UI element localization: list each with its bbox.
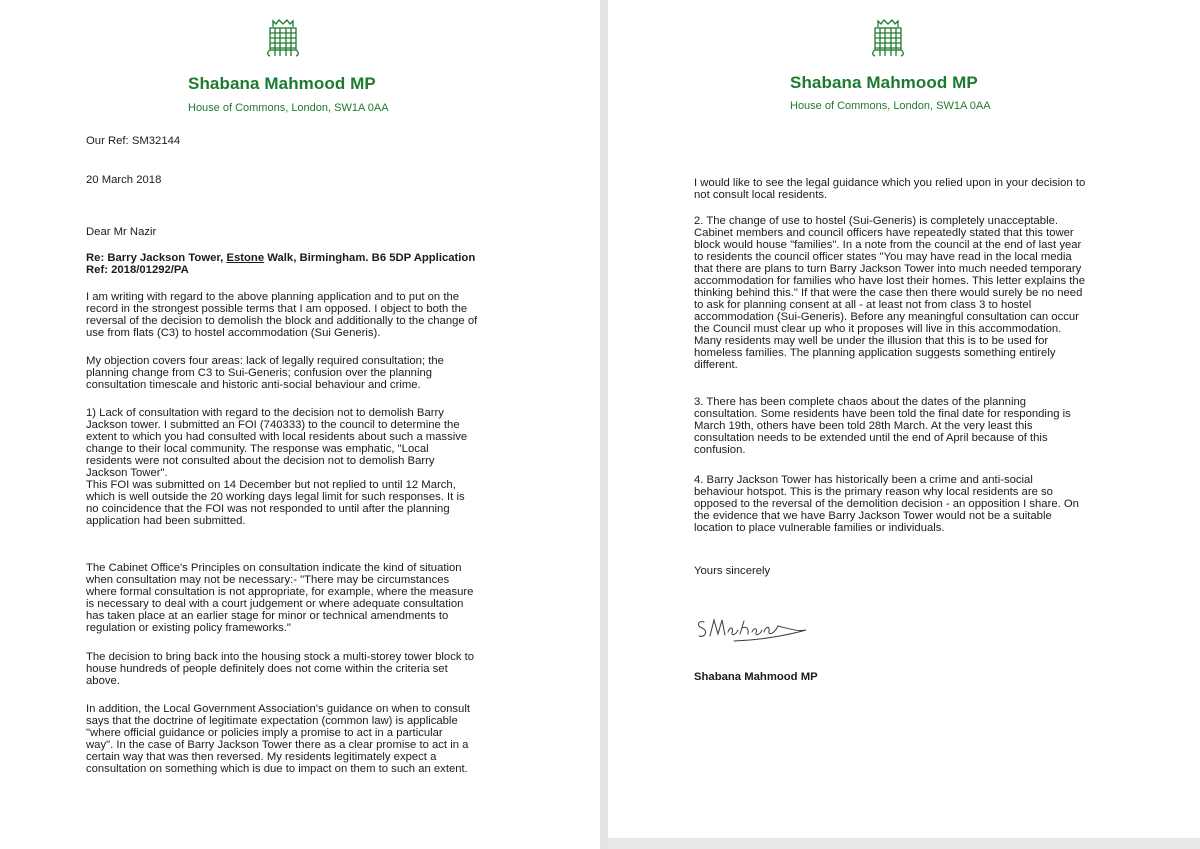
signatory-name: Shabana Mahmood MP xyxy=(694,671,818,683)
letterhead-address: House of Commons, London, SW1A 0AA xyxy=(790,100,991,112)
text-line: reversal of the decision to demolish the block and additionally to the change of xyxy=(86,315,478,327)
text-line: 4. Barry Jackson Tower has historically been a crime and anti-social xyxy=(694,474,1033,486)
text-line: "where official guidance or policies imply a promise to act in a particular xyxy=(86,727,443,739)
text-line: regulation or existing policy frameworks." xyxy=(86,622,291,634)
text-line: that there are plans to turn Barry Jackson Tower into much needed temporary xyxy=(694,263,1082,275)
text-line: I am writing with regard to the above planning application and to put on the xyxy=(86,291,460,303)
text-line: which is well outside the 20 working days legal limit for such responses. It is xyxy=(86,491,465,503)
page-gap xyxy=(600,0,608,849)
text-line: Many residents may well be under the illusion that this is to be used for xyxy=(694,335,1049,347)
text-line: above. xyxy=(86,675,120,687)
text-line: is necessary to deal with a court judgement or where adequate consultation xyxy=(86,598,464,610)
text-line: I would like to see the legal guidance which you relied upon in your decision to xyxy=(694,177,1086,189)
handwritten-signature xyxy=(694,608,814,652)
text-line: the evidence that we have Barry Jackson Tower would not be a suitable xyxy=(694,510,1052,522)
text-line: thinking behind this." If that were the case then there would surely be no need xyxy=(694,287,1083,299)
text-line: planning change from C3 to Sui-Generis; confusion over the planning xyxy=(86,367,433,379)
text-line: The decision to bring back into the housing stock a multi-storey tower block to xyxy=(86,651,475,663)
text-line: application had been submitted. xyxy=(86,515,246,527)
text-line: consultation on something which is due to impact on them to such an extent. xyxy=(86,763,468,775)
text-line: where formal consultation is not appropriate, for example, where the measure xyxy=(86,586,474,598)
text-line: Jackson tower. I submitted an FOI (740333) to the council to determine the xyxy=(86,419,460,431)
letterhead-address: House of Commons, London, SW1A 0AA xyxy=(188,102,389,114)
text-line: has taken place at an earlier stage for minor or technical amendments to xyxy=(86,610,449,622)
text-line: certain way that was then reversed. My residents legitimately expect a xyxy=(86,751,437,763)
text-line: when consultation may not be necessary:- "There may be circumstances xyxy=(86,574,450,586)
text-line: accommodation (Sui-Generis). Before any meaningful consultation can occur xyxy=(694,311,1079,323)
text-line: the Council must clear up who it proposes will live in this accommodation. xyxy=(694,323,1062,335)
text-line: change to their local community. The response was emphatic, "Local xyxy=(86,443,429,455)
text-line: opposed to the reversal of the demolition decision - an opposition I share. On xyxy=(694,498,1079,510)
text-line: March 19th, others have been told 28th March. At the very least this xyxy=(694,420,1033,432)
text-line: 1) Lack of consultation with regard to the decision not to demolish Barry xyxy=(86,407,444,419)
reference: Our Ref: SM32144 xyxy=(86,135,181,147)
text-line: Cabinet members and council officers have repeatedly stated that this tower xyxy=(694,227,1074,239)
letterhead-name: Shabana Mahmood MP xyxy=(188,74,376,93)
letter-page-2 xyxy=(608,0,1200,849)
text-line: different. xyxy=(694,359,738,371)
salutation: Dear Mr Nazir xyxy=(86,226,157,238)
text-line: to ask for planning consent at all - at least not from class 3 to hostel xyxy=(694,299,1032,311)
text-line: residents were not consulted about the decision not to demolish Barry xyxy=(86,455,435,467)
page-edge xyxy=(608,838,1200,849)
text-line: block would house "families". In a note from the council at the end of last year xyxy=(694,239,1082,251)
text-line: says that the doctrine of legitimate expectation (common law) is applicable xyxy=(86,715,458,727)
text-line: not consult local residents. xyxy=(694,189,828,201)
text-line: accommodation for families who have lost their homes. This letter explains the xyxy=(694,275,1085,287)
text-line: The Cabinet Office's Principles on consultation indicate the kind of situation xyxy=(86,562,462,574)
text-line: to residents the council officer states "You may have read in the local media xyxy=(694,251,1072,263)
subject-underlined-word: Estone xyxy=(226,252,265,264)
text-line: confusion. xyxy=(694,444,746,456)
text-line: My objection covers four areas: lack of legally required consultation; the xyxy=(86,355,444,367)
text-line: extent to which you had consulted with local residents about such a massive xyxy=(86,431,468,443)
letterhead-name: Shabana Mahmood MP xyxy=(790,73,978,92)
text-line: behaviour hotspot. This is the primary reason why local residents are so xyxy=(694,486,1053,498)
letter-date: 20 March 2018 xyxy=(86,174,162,186)
text-line: 2. The change of use to hostel (Sui-Generis) is completely unacceptable. xyxy=(694,215,1059,227)
text-line: way". In the case of Barry Jackson Tower there as a clear promise to act in a xyxy=(86,739,469,751)
closing: Yours sincerely xyxy=(694,565,771,577)
text-line: Jackson Tower". xyxy=(86,467,168,479)
text-line: In addition, the Local Government Association's guidance on when to consult xyxy=(86,703,470,715)
text-line: 3. There has been complete chaos about the dates of the planning xyxy=(694,396,1027,408)
subject-prefix: Re: Barry Jackson Tower, xyxy=(86,252,227,264)
subject-suffix: Walk, Birmingham. B6 5DP Application xyxy=(264,252,476,264)
text-line: record in the strongest possible terms that I am opposed. I object to both the xyxy=(86,303,468,315)
text-line: consultation. Some residents have been told the final date for responding is xyxy=(694,408,1071,420)
text-line: homeless families. The planning application suggests something entirely xyxy=(694,347,1056,359)
text-line: use from flats (C3) to hostel accommodation (Sui Generis). xyxy=(86,327,381,339)
text-line: location to place vulnerable families or individuals. xyxy=(694,522,945,534)
subject-line-1 xyxy=(86,253,475,265)
text-line: no coincidence that the FOI was not responded to until after the planning xyxy=(86,503,450,515)
text-line: consultation timescale and historic anti-social behaviour and crime. xyxy=(86,379,421,391)
portcullis-icon xyxy=(265,18,301,58)
subject-line-2: Ref: 2018/01292/PA xyxy=(86,264,189,276)
portcullis-icon xyxy=(870,18,906,58)
text-line: This FOI was submitted on 14 December but not replied to until 12 March, xyxy=(86,479,456,491)
text-line: consultation needs to be extended until the end of April because of this xyxy=(694,432,1048,444)
text-line: house hundreds of people definitely does not come within the criteria set xyxy=(86,663,448,675)
